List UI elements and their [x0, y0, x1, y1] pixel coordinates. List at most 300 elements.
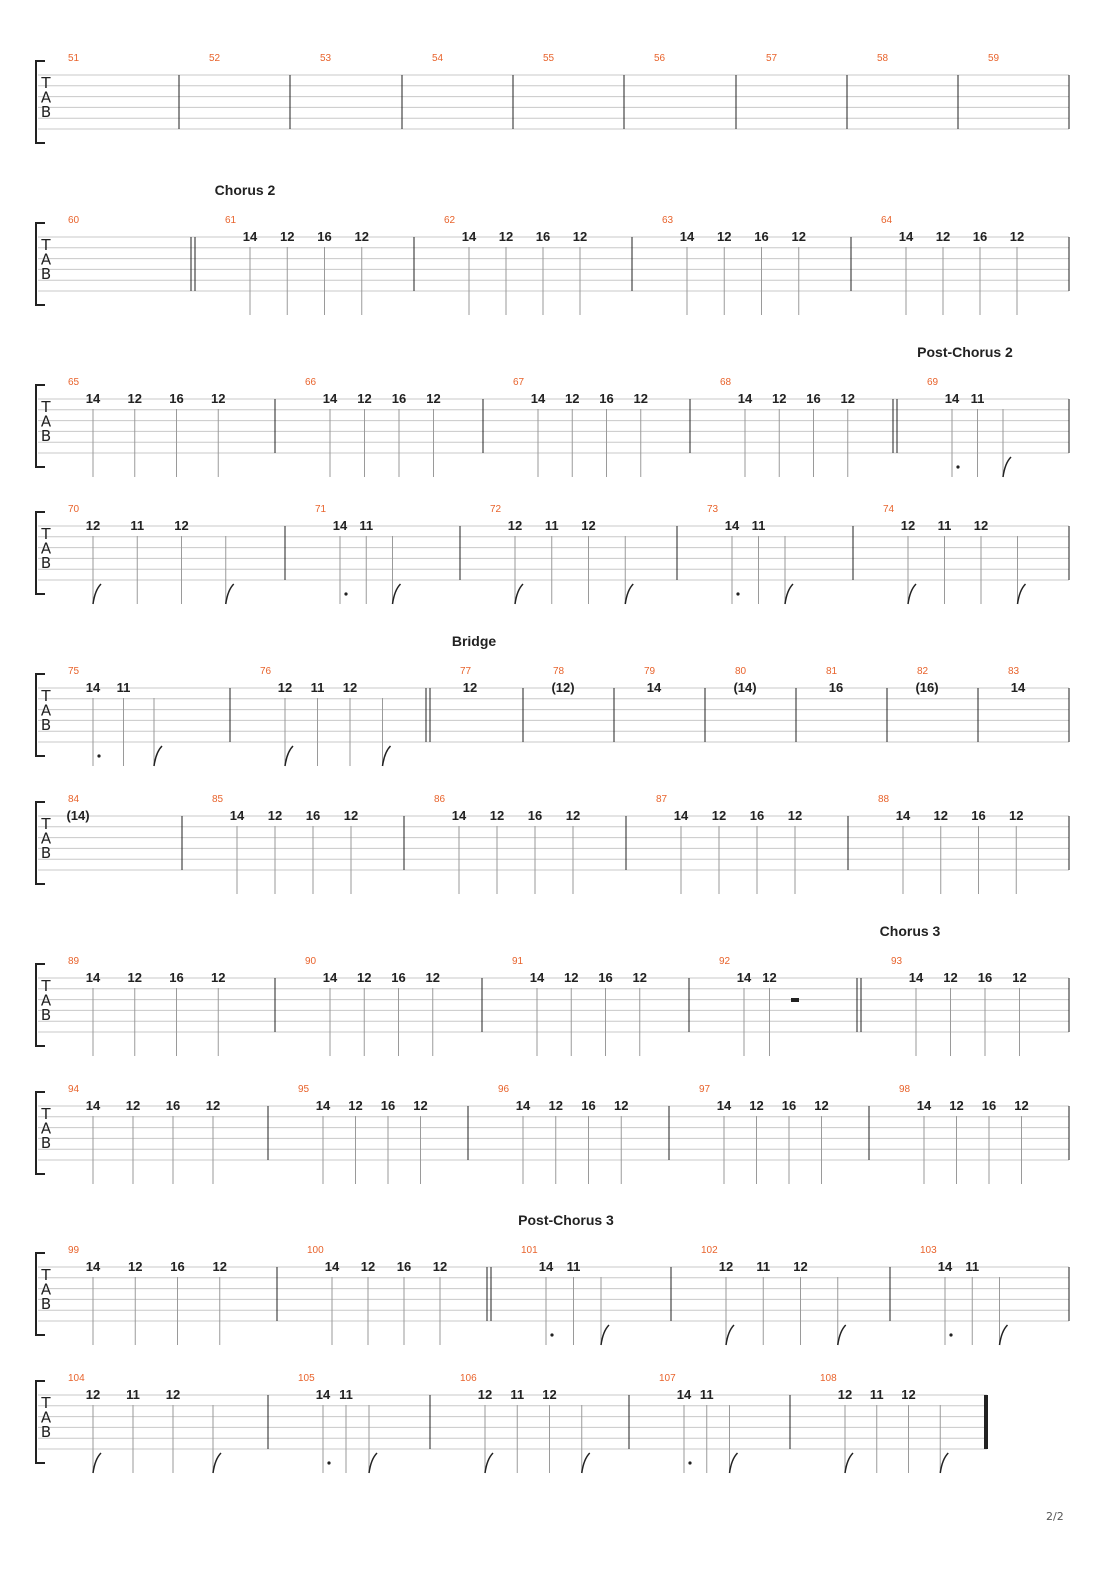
- tab-note: [211, 391, 225, 477]
- note-flag: [940, 1453, 948, 1473]
- note-flag: [908, 584, 916, 604]
- tab-note: [463, 680, 477, 695]
- tab-note: [719, 1259, 734, 1345]
- tab-note: [230, 808, 245, 894]
- measure-number: 56: [654, 53, 666, 64]
- tab-clef-letter: B: [40, 427, 52, 445]
- tab-note: [599, 391, 613, 477]
- note-flag: [93, 1453, 101, 1473]
- measure: [68, 53, 179, 129]
- tab-note: [86, 1259, 101, 1345]
- measure: [701, 1245, 890, 1345]
- tab-note: [978, 970, 992, 1056]
- tab-note: [793, 1259, 807, 1345]
- tab-note: [280, 229, 294, 315]
- tab-clef-letter: B: [40, 1134, 52, 1152]
- tab-note: [117, 680, 131, 766]
- tab-note: [348, 1098, 362, 1184]
- tab-note: [737, 970, 752, 1056]
- fret-number: 12: [354, 229, 369, 244]
- tab-clef-letter: A: [40, 1408, 52, 1427]
- tab-note: [306, 808, 320, 894]
- tab-note: [738, 391, 753, 477]
- tab-note: [545, 518, 559, 604]
- tab-clef-letter: T: [41, 525, 51, 543]
- tab-note: [1014, 1098, 1028, 1184]
- fret-number: 14: [85, 391, 101, 406]
- fret-number: 11: [756, 1259, 771, 1274]
- fret-number: 14: [451, 808, 467, 823]
- measure: [881, 215, 1069, 315]
- fret-number: 12: [933, 808, 948, 823]
- fret-number: 11: [699, 1387, 714, 1402]
- measure: [920, 1245, 1069, 1345]
- measure-number: 68: [720, 377, 732, 388]
- measure-number: 83: [1008, 666, 1020, 677]
- tab-note: [982, 1098, 996, 1184]
- fret-number: 12: [973, 518, 989, 533]
- fret-number: 12: [462, 680, 478, 695]
- fret-number: 12: [542, 1387, 557, 1402]
- measure: [209, 53, 290, 129]
- measure-number: 63: [662, 215, 674, 226]
- tab-note: [573, 229, 587, 315]
- measure-number: 89: [68, 956, 80, 967]
- measure: [720, 377, 897, 477]
- fret-number: 14: [530, 391, 546, 406]
- tab-note: [750, 808, 764, 894]
- tab-system: [36, 923, 1069, 1056]
- tab-note: [901, 518, 916, 604]
- measure: [298, 1084, 468, 1184]
- tab-note: [717, 1098, 732, 1184]
- fret-number: 12: [772, 391, 787, 406]
- measure-number: 84: [68, 794, 80, 805]
- note-flag: [1000, 1325, 1008, 1345]
- tab-note: [508, 518, 523, 604]
- tab-note: [945, 391, 960, 477]
- fret-number: 16: [599, 391, 614, 406]
- measure: [654, 53, 736, 129]
- fret-number: 16: [971, 808, 986, 823]
- tab-note: [213, 1259, 227, 1345]
- tab-note: [323, 391, 338, 477]
- tab-clef-letter: A: [40, 1119, 52, 1138]
- fret-number: 12: [565, 391, 580, 406]
- dot: [736, 592, 739, 595]
- tab-clef-letter: A: [40, 991, 52, 1010]
- tab-note: [169, 970, 183, 1056]
- tab-note: [730, 1405, 738, 1473]
- tab-note: [598, 970, 612, 1056]
- measure-number: 92: [719, 956, 731, 967]
- tab-note: [323, 970, 338, 1056]
- note-flag: [845, 1453, 853, 1473]
- dot: [97, 754, 100, 757]
- tab-note: [674, 808, 689, 894]
- fret-number: 12: [840, 391, 855, 406]
- measure-number: 54: [432, 53, 444, 64]
- tab-note: [317, 229, 331, 315]
- fret-number: 12: [125, 1098, 141, 1113]
- tab-system: [36, 1373, 988, 1473]
- measure: [68, 1245, 277, 1345]
- fret-number: 16: [598, 970, 613, 985]
- note-flag: [582, 1453, 590, 1473]
- measure-number: 98: [899, 1084, 911, 1095]
- fret-number: 12: [814, 1098, 829, 1113]
- tab-note: [86, 680, 101, 766]
- fret-number: 14: [515, 1098, 531, 1113]
- tab-note: [973, 229, 987, 315]
- fret-number: 14: [673, 808, 689, 823]
- fret-number: 12: [343, 808, 359, 823]
- tab-clef-letter: B: [40, 844, 52, 862]
- measure-number: 80: [735, 666, 747, 677]
- dot: [949, 1333, 952, 1336]
- fret-number: 14: [716, 1098, 732, 1113]
- measure: [521, 1245, 671, 1345]
- tab-note: [361, 1259, 375, 1345]
- measure: [68, 377, 275, 477]
- tab-note: [899, 229, 914, 315]
- tab-note: [86, 970, 101, 1056]
- note-flag: [838, 1325, 846, 1345]
- tab-clef-letter: T: [41, 1105, 51, 1123]
- tab-note: [268, 808, 282, 894]
- measure: [891, 956, 1069, 1056]
- fret-number: 12: [211, 391, 226, 406]
- fret-number: 11: [359, 518, 374, 533]
- measure: [315, 504, 460, 604]
- tab-note: [462, 229, 477, 315]
- measure: [212, 794, 404, 894]
- fret-number: 14: [898, 229, 914, 244]
- tab-clef-letter: T: [41, 236, 51, 254]
- measure: [826, 666, 887, 742]
- tab-clef-letter: B: [40, 716, 52, 734]
- fret-number: 16: [828, 680, 844, 695]
- fret-number: 12: [718, 1259, 734, 1274]
- note-flag: [226, 584, 234, 604]
- tab-note: [128, 1259, 142, 1345]
- measure-number: 60: [68, 215, 80, 226]
- fret-number: 12: [426, 391, 441, 406]
- note-flag: [285, 746, 293, 766]
- tab-clef-letter: B: [40, 1295, 52, 1313]
- fret-number: 11: [310, 680, 325, 695]
- fret-number: 12: [128, 1259, 143, 1274]
- fret-number: 11: [937, 518, 952, 533]
- fret-number: 14: [315, 1098, 331, 1113]
- measure: [460, 1373, 629, 1473]
- measure: [68, 1084, 268, 1184]
- tab-note: [974, 518, 988, 604]
- measure-number: 79: [644, 666, 656, 677]
- measure: [878, 794, 1069, 894]
- page-number: 2/2: [1046, 1510, 1064, 1523]
- fret-number: 12: [943, 970, 958, 985]
- dot: [688, 1461, 691, 1464]
- tab-note: [86, 1098, 101, 1184]
- tab-note: [126, 1387, 140, 1473]
- tab-note: [393, 536, 401, 604]
- tab-note: [166, 1098, 180, 1184]
- tab-note: [169, 391, 183, 477]
- tab-note: [940, 1405, 948, 1473]
- fret-number: 11: [126, 1387, 140, 1402]
- note-flag: [1003, 457, 1011, 477]
- tab-note: [243, 229, 258, 315]
- measure-number: 104: [68, 1373, 85, 1384]
- measure: [68, 1373, 268, 1473]
- measure-number: 51: [68, 53, 80, 64]
- fret-number: 12: [837, 1387, 853, 1402]
- measure-number: 73: [707, 504, 719, 515]
- measure: [460, 666, 523, 742]
- fret-number: 16: [391, 970, 406, 985]
- tab-note: [530, 970, 545, 1056]
- fret-number: 16: [806, 391, 821, 406]
- tab-note: [452, 808, 467, 894]
- note-flag: [1018, 584, 1026, 604]
- tab-note: [1000, 1277, 1008, 1345]
- tab-note: [397, 1259, 411, 1345]
- measure-number: 59: [988, 53, 1000, 64]
- tab-clef-letter: B: [40, 554, 52, 572]
- measure-number: 57: [766, 53, 778, 64]
- fret-number: 16: [380, 1098, 396, 1113]
- tab-note: [128, 391, 142, 477]
- tab-note: [392, 391, 406, 477]
- fret-number: 14: [242, 229, 258, 244]
- fret-number: 12: [413, 1098, 428, 1113]
- tab-note: [733, 680, 756, 695]
- measure: [766, 53, 847, 129]
- tab-note: [339, 1387, 353, 1473]
- fret-number: 14: [315, 1387, 331, 1402]
- fret-number: 16: [749, 808, 765, 823]
- tab-note: [426, 970, 440, 1056]
- tab-note: [762, 970, 776, 1056]
- fret-number: 12: [900, 518, 916, 533]
- measure-number: 64: [881, 215, 893, 226]
- tab-note: [712, 808, 726, 894]
- note-flag: [383, 746, 391, 766]
- tab-note: [542, 1387, 556, 1473]
- fret-number: 12: [791, 229, 806, 244]
- measure-number: 97: [699, 1084, 711, 1095]
- measure: [927, 377, 1069, 477]
- fret-number: 12: [127, 391, 142, 406]
- tab-clef-letter: T: [41, 1394, 51, 1412]
- tab-note: [680, 229, 695, 315]
- fret-number: 16: [391, 391, 407, 406]
- measure: [877, 53, 958, 129]
- tab-system: [36, 1212, 1069, 1345]
- note-flag: [625, 584, 633, 604]
- tab-note: [211, 970, 225, 1056]
- fret-number: 12: [1009, 808, 1024, 823]
- measure: [68, 956, 275, 1056]
- tab-note: [934, 808, 948, 894]
- fret-number: 12: [1014, 1098, 1029, 1113]
- tab-note: [510, 1387, 524, 1473]
- tab-note: [1011, 680, 1026, 695]
- fret-number: 16: [977, 970, 993, 985]
- measure: [68, 666, 230, 766]
- fret-number: (12): [551, 680, 575, 695]
- fret-number: 14: [646, 680, 662, 695]
- measure-number: 81: [826, 666, 838, 677]
- tab-clef-letter: A: [40, 412, 52, 431]
- tab-note: [788, 808, 802, 894]
- rest-symbol: [791, 998, 799, 1002]
- tab-note: [564, 970, 578, 1056]
- tab-note: [1018, 536, 1026, 604]
- tab-clef-letter: B: [40, 265, 52, 283]
- measure: [820, 1373, 987, 1473]
- measure-number: 76: [260, 666, 272, 677]
- measure-number: 85: [212, 794, 224, 805]
- tab-note: [528, 808, 542, 894]
- tab-note: [226, 536, 234, 604]
- fret-number: 12: [614, 1098, 629, 1113]
- tab-note: [565, 391, 579, 477]
- fret-number: 12: [564, 970, 579, 985]
- measure-number: 71: [315, 504, 327, 515]
- measure-number: 100: [307, 1245, 324, 1256]
- tab-note: [166, 1387, 180, 1473]
- tab-system: [36, 794, 1069, 894]
- note-flag: [515, 584, 523, 604]
- tab-note: [383, 698, 391, 766]
- tab-note: [478, 1387, 493, 1473]
- measure-number: 65: [68, 377, 80, 388]
- tab-note: [634, 391, 648, 477]
- fret-number: 12: [348, 1098, 363, 1113]
- measure-number: 86: [434, 794, 446, 805]
- fret-number: 12: [85, 1387, 101, 1402]
- note-flag: [485, 1453, 493, 1473]
- fret-number: 12: [425, 970, 440, 985]
- fret-number: 12: [205, 1098, 221, 1113]
- fret-number: 14: [737, 391, 753, 406]
- measure-number: 61: [225, 215, 237, 226]
- tab-note: [938, 518, 952, 604]
- tab-note: [355, 229, 369, 315]
- fret-number: 14: [937, 1259, 953, 1274]
- fret-number: 12: [360, 1259, 376, 1274]
- fret-number: 12: [342, 680, 358, 695]
- tab-clef-letter: B: [40, 103, 52, 121]
- fret-number: 12: [935, 229, 951, 244]
- tab-note: [582, 1405, 590, 1473]
- tab-note: [86, 391, 101, 477]
- tab-note: [901, 1387, 915, 1473]
- measure-number: 93: [891, 956, 903, 967]
- tab-note: [1009, 808, 1023, 894]
- dot: [956, 465, 959, 468]
- tab-note: [549, 1098, 563, 1184]
- tab-note: [344, 808, 358, 894]
- measure-number: 102: [701, 1245, 718, 1256]
- fret-number: 11: [544, 518, 559, 533]
- measure-number: 103: [920, 1245, 937, 1256]
- fret-number: 14: [895, 808, 911, 823]
- note-flag: [213, 1453, 221, 1473]
- tab-note: [791, 998, 799, 1002]
- measure: [307, 1245, 491, 1345]
- fret-number: 12: [127, 970, 142, 985]
- tab-clef-letter: T: [41, 977, 51, 995]
- tab-note: [943, 970, 957, 1056]
- fret-number: 12: [477, 1387, 493, 1402]
- fret-number: 12: [572, 229, 588, 244]
- tab-clef-letter: A: [40, 539, 52, 558]
- tab-note: [949, 1098, 963, 1184]
- fret-number: 12: [581, 518, 596, 533]
- tab-note: [333, 518, 348, 604]
- measure-number: 105: [298, 1373, 315, 1384]
- tab-note: [870, 1387, 884, 1473]
- fret-number: 12: [901, 1387, 916, 1402]
- fret-number: 12: [489, 808, 505, 823]
- fret-number: 12: [632, 970, 647, 985]
- fret-number: 16: [317, 229, 332, 244]
- fret-number: 16: [305, 808, 321, 823]
- measure: [656, 794, 848, 894]
- tab-note: [725, 518, 740, 604]
- fret-number: 12: [165, 1387, 181, 1402]
- tab-note: [581, 518, 595, 604]
- fret-number: 16: [527, 808, 543, 823]
- fret-number: 14: [538, 1259, 554, 1274]
- fret-number: 14: [724, 518, 740, 533]
- fret-number: 12: [357, 391, 372, 406]
- tab-note: [551, 680, 574, 695]
- fret-number: 16: [972, 229, 988, 244]
- tab-clef-letter: B: [40, 1006, 52, 1024]
- measure-number: 55: [543, 53, 555, 64]
- fret-number: 11: [965, 1259, 980, 1274]
- fret-number: 12: [793, 1259, 808, 1274]
- tab-note: [717, 229, 731, 315]
- measure-number: 95: [298, 1084, 310, 1095]
- measure-number: 70: [68, 504, 80, 515]
- measure: [66, 794, 182, 870]
- measure: [707, 504, 853, 604]
- tab-clef-letter: A: [40, 829, 52, 848]
- tab-note: [369, 1405, 377, 1473]
- fret-number: 16: [170, 1259, 185, 1274]
- measure: [298, 1373, 430, 1473]
- section-label: Chorus 2: [214, 182, 276, 198]
- tab-system: [36, 344, 1069, 477]
- measure-number: 53: [320, 53, 332, 64]
- fret-number: 12: [280, 229, 295, 244]
- measure-number: 67: [513, 377, 525, 388]
- fret-number: 11: [751, 518, 766, 533]
- measure: [68, 215, 195, 291]
- measure: [543, 53, 624, 129]
- measure-number: 90: [305, 956, 317, 967]
- measure: [699, 1084, 869, 1184]
- tab-note: [516, 1098, 531, 1184]
- tab-note: [531, 391, 546, 477]
- measure: [899, 1084, 1069, 1184]
- tab-note: [1003, 409, 1011, 477]
